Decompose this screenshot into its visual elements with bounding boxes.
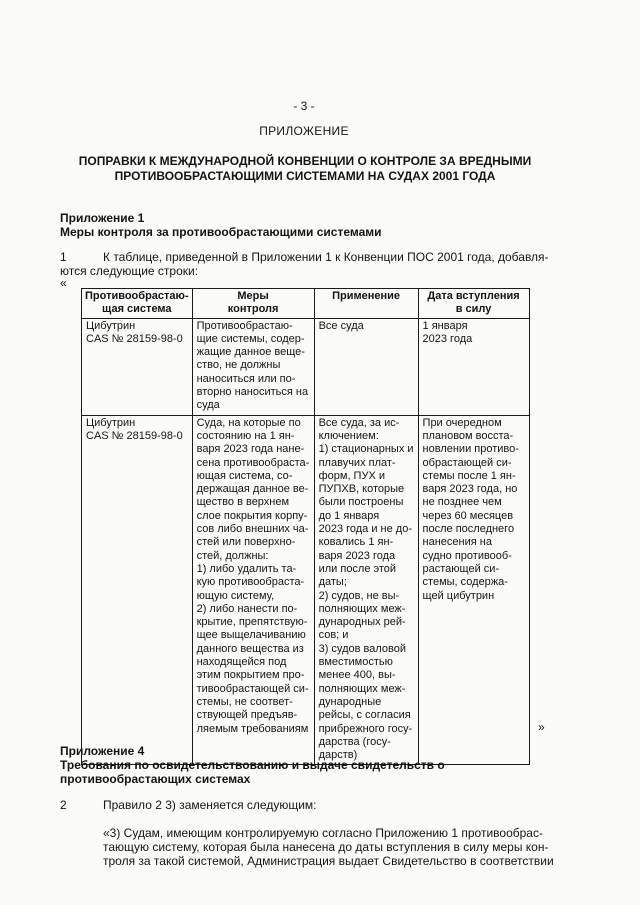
header-cell-system: Противообрастаю- щая система [82,289,193,319]
cell-line: прибрежного госу- [318,722,413,735]
cell-line: варя 2023 года [318,549,396,562]
table-header-row [82,289,530,319]
heading-line: ПОПРАВКИ К МЕЖДУНАРОДНОЙ КОНВЕНЦИИ О КОНТРОЛЕ ЗА ВРЕДНЫМИ [78,154,532,168]
cell-line: CAS № 28159-98-0 [86,332,183,345]
cell-line: жащие данное веще- [196,346,305,359]
paragraph-1-line: ются следующие строки: [60,264,199,278]
cell-line: щие системы, содер- [196,332,305,345]
cell-line: Все суда [318,319,364,332]
cell-line: 1 января [422,319,468,332]
annex1-title: Приложение 1 [60,211,145,225]
amendment-table [81,288,530,765]
cell-line: стей или поверхно- [196,536,296,549]
cell-line: дународных рей- [318,616,406,629]
cell-line: рейсы, с согласия [318,709,411,722]
document-heading [60,154,550,184]
cell-line: этим покрытием про- [196,669,305,682]
cell-line: через 60 месяцев [422,509,514,522]
annex4-subtitle-line: противообрастающих системах [60,772,251,786]
cell-line: обрастающей си- [422,456,512,469]
table-row [82,415,530,765]
cell-line: щее выщелачиванию [196,629,306,642]
table-row [82,318,530,415]
cell-line: сена противообраста- [196,456,310,469]
table-cell [314,318,418,415]
cell-line: данного вещества из [196,642,304,655]
cell-line: ковались 1 ян- [318,536,394,549]
cell-line: или после этой [318,562,397,575]
cell-line: Цибутрин [86,319,136,332]
close-quote: » [538,720,545,734]
cell-line: ство, не должны [196,359,281,372]
paragraph-number-2: 2 [60,798,67,812]
cell-line: 2) либо нанести по- [196,602,298,615]
cell-line: 1) либо удалить та- [196,562,297,575]
cell-line: нанесения на [422,536,492,549]
cell-line: 2023 года и не до- [318,523,413,536]
heading-line: ПРОТИВООБРАСТАЮЩИМИ СИСТЕМАМИ НА СУДАХ 2001 ГОДА [114,169,496,183]
open-quote: « [60,276,67,290]
table-cell [82,318,193,415]
header-cell-effective-date: Дата вступления в силу [418,289,529,319]
cell-line: форм, ПУХ и [318,469,385,482]
paragraph-1-line: К таблице, приведенной в Приложении 1 к Конвенции ПОС 2001 года, добавля- [103,250,549,264]
table-cell [314,415,418,765]
cell-line: суда [196,399,220,412]
paragraph-2-text: Правило 2 3) заменяется следующим: [103,798,317,812]
cell-line: Все суда, за ис- [318,416,400,429]
table-cell [418,415,529,765]
cell-line: ствующей предъяв- [196,709,298,722]
cell-line: Цибутрин [86,416,136,429]
cell-line: плавучих плат- [318,456,396,469]
cell-line: Противообрастаю- [196,319,293,332]
cell-line: дарства (госу- [318,735,391,748]
cell-line: полняющих меж- [318,602,406,615]
cell-line: состоянию на 1 ян- [196,429,295,442]
table-cell [82,415,193,765]
cell-line: стемы, не соответ- [196,695,293,708]
cell-line: 1) стационарных и [318,443,414,456]
cell-line: щество в верхнем [196,496,290,509]
cell-line: При очередном [422,416,502,429]
annex4-subtitle-line: Требования по освидетельствованию и выдаче свидетельств о [60,758,445,772]
cell-line: крытие, препятствую- [196,616,308,629]
cell-line: вместимостью [318,656,393,669]
header-cell-application: Применение [314,289,418,319]
cell-line: стемы, содержа- [422,576,508,589]
cell-line: 3) судов валовой [318,642,406,655]
cell-line: слое покрытия корпу- [196,509,308,522]
quoted-rule-line: «3) Судам, имеющим контролируемую согласно Приложению 1 противообрас- [103,826,543,840]
quoted-rule-line: тающую систему, которая была нанесена до даты вступления в силу меры кон- [103,840,549,854]
cell-line: щей цибутрин [422,589,495,602]
cell-line: CAS № 28159-98-0 [86,429,183,442]
cell-line: менее 400, вы- [318,669,396,682]
table-cell [418,318,529,415]
cell-line: наноситься или по- [196,372,296,385]
cell-line: стей, должны: [196,549,269,562]
cell-line: растающей си- [422,562,500,575]
cell-line: кую противообраста- [196,576,305,589]
page-number: - 3 - [293,99,315,113]
annex4-title: Приложение 4 [60,744,145,758]
cell-line: вторно наноситься на [196,386,309,399]
cell-line: ляемым требованиям [196,722,309,735]
header-cell-control: Меры контроля [192,289,314,319]
table-cell [192,415,314,765]
cell-line: дународные [318,695,382,708]
cell-line: дарств) [318,749,358,762]
quoted-rule-line: троля за такой системой, Администрация выдает Свидетельство в соответствии [103,854,554,868]
cell-line: не позднее чем [422,496,502,509]
cell-line: стемы после 1 ян- [422,469,516,482]
cell-line: судно противооб- [422,549,512,562]
cell-line: новлении противо- [422,443,519,456]
cell-line: полняющих меж- [318,682,406,695]
table-cell [192,318,314,415]
cell-line: держащая данное ве- [196,483,309,496]
cell-line: варя 2023 года, но [422,483,518,496]
cell-line: плановом восста- [422,429,514,442]
appendix-label: ПРИЛОЖЕНИЕ [259,124,349,138]
cell-line: были построены [318,496,404,509]
cell-line: после последнего [422,523,515,536]
cell-line: ключением: [318,429,379,442]
cell-line: 2023 года [422,332,473,345]
cell-line: варя 2023 года нане- [196,443,305,456]
annex1-subtitle: Меры контроля за противообрастающими системами [60,225,382,239]
cell-line: сов; и [318,629,349,642]
cell-line: ющая система, со- [196,469,293,482]
cell-line: сов либо внешних ча- [196,523,309,536]
paragraph-number-1: 1 [60,250,67,264]
cell-line: ПУПХВ, которые [318,483,405,496]
cell-line: находящейся под [196,656,287,669]
cell-line: Суда, на которые по [196,416,301,429]
cell-line: даты; [318,576,347,589]
cell-line: до 1 января [318,509,380,522]
cell-line: тивообрастающей си- [196,682,309,695]
cell-line: ющую систему, [196,589,275,602]
cell-line: 2) судов, не вы- [318,589,400,602]
